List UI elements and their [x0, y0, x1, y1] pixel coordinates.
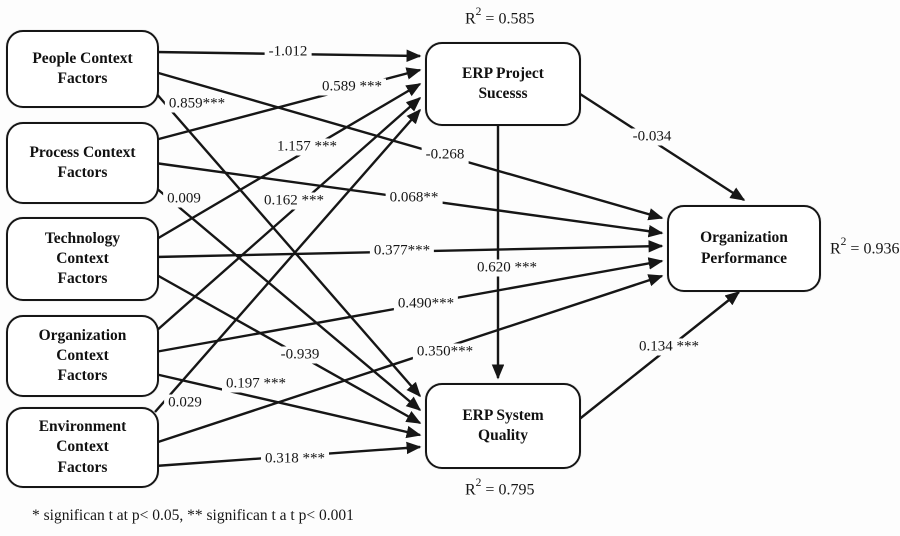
edge-line-erp-system-org-performance	[577, 292, 739, 421]
node-people-context	[6, 30, 159, 108]
node-title-line: Sucesss	[478, 85, 528, 102]
node-title-line: Process Context	[29, 143, 136, 161]
path-coefficient-process-erp-project: 0.589 ***	[318, 79, 386, 96]
r2-label-erp-project	[465, 8, 534, 28]
r2-value: = 0.795	[485, 481, 535, 499]
node-title-line: People Context	[32, 49, 133, 67]
node-title-line: Factors	[57, 458, 108, 476]
path-coefficient-people-erp-system: 0.859***	[165, 96, 229, 113]
path-coefficient-technology-erp-system: -0.939	[277, 347, 324, 364]
r2-label-erp-system	[465, 479, 534, 499]
path-coefficient-erp-project-erp-system: 0.620 ***	[473, 260, 541, 277]
r2-symbol: R	[830, 240, 841, 258]
path-coefficient-environment-org-performance: 0.350***	[413, 344, 477, 361]
path-coefficient-process-erp-system: 0.009	[163, 191, 205, 208]
node-process-context	[6, 122, 159, 204]
node-title-line: Performance	[700, 249, 788, 267]
path-coefficient-erp-system-org-performance: 0.134 ***	[635, 339, 703, 356]
r2-label-org-performance	[830, 238, 899, 258]
path-coefficient-process-org-performance: 0.068**	[386, 190, 443, 207]
node-technology-context	[6, 217, 159, 301]
node-title-line: Quality	[478, 427, 528, 444]
node-title-line: Factors	[57, 164, 108, 181]
r2-sup: 2	[475, 477, 482, 489]
r2-symbol: R	[465, 10, 476, 28]
node-title-line: Organization	[700, 229, 788, 247]
path-coefficient-people-org-performance: -0.268	[422, 147, 469, 164]
r2-value: = 0.936	[850, 240, 900, 258]
path-coefficient-people-erp-project: -1.012	[265, 44, 312, 61]
r2-sup: 2	[475, 6, 482, 18]
edge-line-erp-project-org-performance	[577, 92, 744, 200]
node-erp-system-quality	[425, 383, 581, 469]
node-organization-context	[6, 315, 159, 397]
path-coefficient-technology-erp-project: 1.157 ***	[273, 139, 341, 156]
node-title-line: ERP Project	[462, 64, 544, 82]
node-title-line: Context	[56, 438, 109, 456]
node-title-line: Factors	[57, 367, 108, 385]
path-coefficient-organization-erp-system: 0.197 ***	[222, 376, 290, 393]
path-coefficient-erp-project-org-performance: -0.034	[629, 129, 676, 146]
r2-symbol: R	[465, 481, 476, 499]
node-erp-project-success	[425, 42, 581, 126]
path-coefficient-environment-erp-project: 0.029	[164, 395, 206, 412]
node-title-line: Organization	[38, 326, 127, 344]
r2-value: = 0.585	[485, 10, 535, 28]
node-title-line: Factors	[57, 270, 108, 288]
node-environment-context	[6, 407, 159, 488]
path-coefficient-technology-org-performance: 0.377***	[370, 243, 434, 260]
path-coefficient-organization-erp-project: 0.162 ***	[260, 193, 328, 210]
path-coefficient-organization-org-performance: 0.490***	[394, 296, 458, 313]
significance-footnote: * significan t at p< 0.05, ** significan t a t p< 0.001	[32, 507, 354, 524]
path-coefficient-environment-erp-system: 0.318 ***	[261, 451, 329, 468]
node-title-line: ERP System	[462, 406, 544, 424]
node-title-line: Context	[56, 249, 109, 267]
node-organization-performance	[667, 205, 821, 292]
node-title-line: Technology	[44, 229, 121, 247]
node-title-line: Factors	[57, 70, 108, 87]
node-title-line: Context	[56, 346, 109, 364]
r2-sup: 2	[840, 236, 847, 248]
node-title-line: Environment	[38, 418, 127, 436]
